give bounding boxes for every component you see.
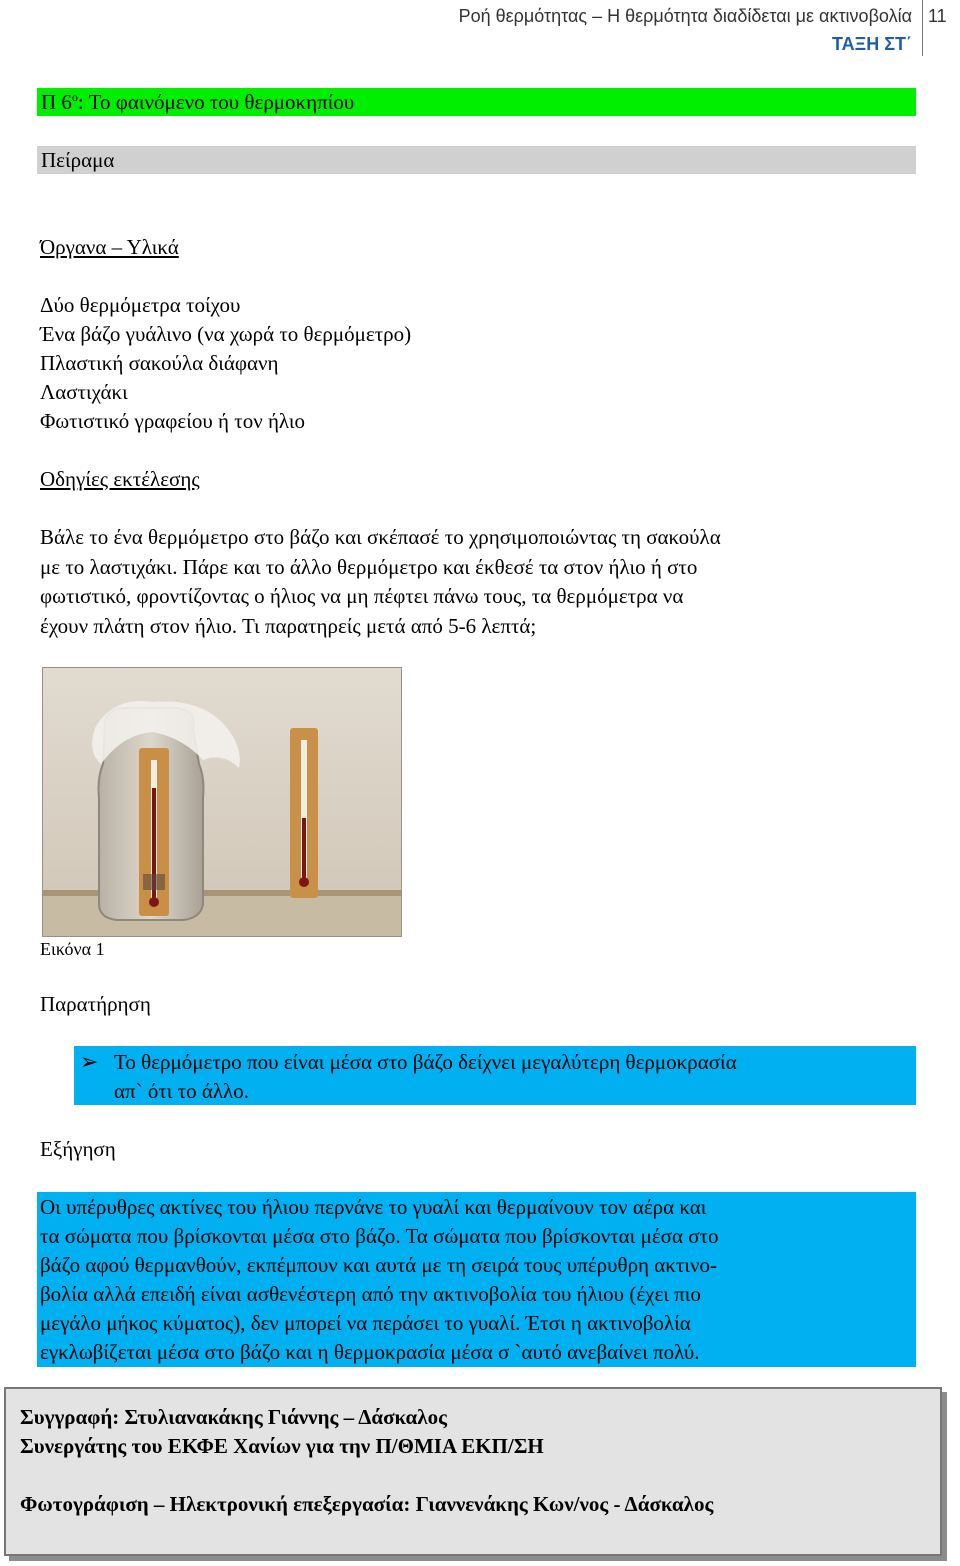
explanation-highlight (37, 1192, 916, 1367)
instructions-line: φωτιστικό, φροντίζοντας ο ήλιος να μη πέφτει πάνω τους, τα θερμόμετρα να (40, 584, 684, 608)
page-number: 11 (928, 6, 947, 26)
figure-caption: Εικόνα 1 (40, 939, 105, 959)
experiment-photo (42, 667, 402, 937)
section-title-rest: : Το φαινόμενο του θερμοκηπίου (77, 90, 355, 114)
explanation-text (40, 1193, 719, 1367)
bullet-arrow-icon: ➢ (80, 1049, 99, 1074)
running-header-title: Ροή θερμότητας – Η θερμότητα διαδίδεται με ακτινοβολία (458, 6, 912, 26)
instructions-line: Βάλε το ένα θερμόμετρο στο βάζο και σκέπασέ το χρησιμοποιώντας τη σακούλα (40, 525, 721, 549)
explanation-line: βάζο αφού θερμανθούν, εκπέμπουν και αυτά με τη σειρά τους υπέρυθρη ακτινο- (40, 1253, 717, 1277)
observation-heading: Παρατήρηση (40, 992, 151, 1016)
materials-item: Λαστιχάκι (40, 380, 128, 404)
credits-author: Συγγραφή: Στυλιανακάκης Γιάννης – Δάσκαλος (20, 1405, 447, 1429)
explanation-line: Οι υπέρυθρες ακτίνες του ήλιου περνάνε το γυαλί και θερμαίνουν τον αέρα και (40, 1195, 707, 1219)
credits-affiliation: Συνεργάτης του ΕΚΦΕ Χανίων για την Π/ΘΜΙΑ ΕΚΠ/ΣΗ (20, 1434, 544, 1458)
explanation-heading: Εξήγηση (40, 1137, 116, 1161)
observation-text (114, 1048, 737, 1106)
materials-item: Πλαστική σακούλα διάφανη (40, 351, 279, 375)
observation-line: απ` ότι το άλλο. (114, 1079, 249, 1103)
materials-item: Ένα βάζο γυάλινο (να χωρά το θερμόμετρο) (40, 322, 412, 346)
experiment-photo-illustration (43, 668, 401, 936)
observation-highlight (74, 1046, 916, 1105)
explanation-line: τα σώματα που βρίσκονται μέσα στο βάζο. Τα σώματα που βρίσκονται μέσα στο (40, 1224, 719, 1248)
explanation-line: βολία αλλά επειδή είναι ασθενέστερη από την ακτινοβολία του ήλιου (έχει πιο (40, 1282, 701, 1306)
section-title-sup: ο (71, 90, 78, 104)
credits-box (4, 1387, 942, 1556)
instructions-heading: Οδηγίες εκτέλεσης (40, 467, 200, 491)
explanation-line: εγκλωβίζεται μέσα στο βάζο και η θερμοκρασία μέσα σ `αυτό ανεβαίνει πολύ. (40, 1340, 700, 1364)
observation-line: Το θερμόμετρο που είναι μέσα στο βάζο δείχνει μεγαλύτερη θερμοκρασία (114, 1050, 737, 1074)
section-title-bar (37, 88, 916, 116)
instructions-line: έχουν πλάτη στον ήλιο. Τι παρατηρείς μετά από 5-6 λεπτά; (40, 613, 537, 638)
credits-photography: Φωτογράφιση – Ηλεκτρονική επεξεργασία: Γιαννενάκης Κων/νος - Δάσκαλος (20, 1492, 714, 1516)
instructions-line: με το λαστιχάκι. Πάρε και το άλλο θερμόμετρο και έκθεσέ τα στον ήλιο ή στο (40, 554, 698, 579)
materials-heading: Όργανα – Υλικά (40, 235, 179, 259)
header-divider (922, 0, 923, 56)
instructions-paragraph (40, 523, 920, 641)
materials-item: Δύο θερμόμετρα τοίχου (40, 293, 241, 317)
experiment-label: Πείραμα (41, 148, 115, 172)
experiment-label-bar (37, 146, 916, 174)
running-header-class: ΤΑΞΗ ΣΤ΄ (831, 34, 912, 54)
explanation-line: μεγάλο μήκος κύματος), δεν μπορεί να περάσει το γυαλί. Έτσι η ακτινοβολία (40, 1311, 691, 1335)
section-title-prefix: Π 6 (41, 90, 72, 114)
materials-item: Φωτιστικό γραφείου ή τον ήλιο (40, 409, 306, 433)
